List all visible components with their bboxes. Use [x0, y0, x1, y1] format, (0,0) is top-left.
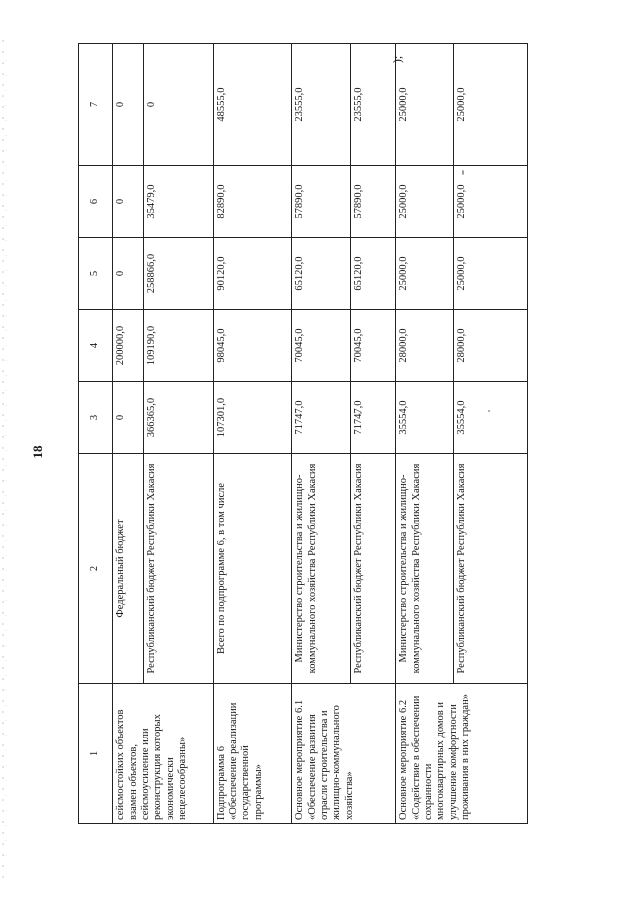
value-cell: 98045,0 [213, 310, 292, 382]
column-header: 5 [79, 238, 113, 310]
value-cell: 65120,0 [292, 238, 350, 310]
budget-table [78, 43, 528, 824]
value-cell: 35479,0 [143, 166, 213, 238]
value-cell: 25000,0 [454, 166, 528, 238]
value-cell: 28000,0 [396, 310, 454, 382]
program-name-cell: Основное мероприятие 6.1 «Обеспечение развития отрасли строительства и жилищно-коммунального хозяйства» [292, 684, 396, 824]
program-name-cell: сейсмостойких объектов взамен объектов, сейсмоусиление или реконструкция которых экономически нецелесообразны» [113, 684, 213, 824]
funding-source-cell: Республиканский бюджет Республики Хакасия [454, 454, 528, 684]
rotated-table-container [78, 44, 528, 824]
value-cell: 25000,0 [454, 44, 528, 166]
value-cell: 0 [143, 44, 213, 166]
funding-source-cell: Министерство строительства и жилищно-коммунального хозяйства Республики Хакасия [396, 454, 454, 684]
value-cell: 25000,0 [396, 44, 454, 166]
funding-source-cell: Республиканский бюджет Республики Хакасия [350, 454, 396, 684]
page-number: 18 [30, 445, 45, 459]
value-cell: 90120,0 [213, 238, 292, 310]
value-cell: 23555,0 [292, 44, 350, 166]
value-cell: 0 [113, 382, 144, 454]
value-cell: 0 [113, 166, 144, 238]
value-cell: 35554,0 [396, 382, 454, 454]
column-header: 3 [79, 382, 113, 454]
value-cell: 0 [113, 44, 144, 166]
value-cell: 70045,0 [292, 310, 350, 382]
funding-source-cell: Министерство строительства и жилищно-коммунального хозяйства Республики Хакасия [292, 454, 350, 684]
funding-source-cell: Всего по подпрограмме 6, в том числе [213, 454, 292, 684]
value-cell: 57890,0 [292, 166, 350, 238]
value-cell: 82890,0 [213, 166, 292, 238]
program-name-cell: Основное мероприятие 6.2 «Содействие в обеспечении сохранности многоквартирных домов и улучшение комфортности проживания в них граждан» [396, 684, 528, 824]
table-row [396, 44, 454, 824]
column-header: 7 [79, 44, 113, 166]
column-header: 4 [79, 310, 113, 382]
table-row [113, 44, 144, 824]
value-cell: 0 [113, 238, 144, 310]
value-cell: 48555,0 [213, 44, 292, 166]
value-cell: 57890,0 [350, 166, 396, 238]
value-cell: 71747,0 [292, 382, 350, 454]
value-cell: 109190,0 [143, 310, 213, 382]
trailing-punctuation: ); [390, 55, 405, 64]
table-row [213, 44, 292, 824]
funding-source-cell: Федеральный бюджет [113, 454, 144, 684]
table-header-row [79, 44, 113, 824]
column-header: 6 [79, 166, 113, 238]
value-cell: 258866,0 [143, 238, 213, 310]
funding-source-cell: Республиканский бюджет Республики Хакасия [143, 454, 213, 684]
program-name-cell: Подпрограмма 6 «Обеспечение реализации государственной программы» [213, 684, 292, 824]
value-cell: 366365,0 [143, 382, 213, 454]
value-cell: 71747,0 [350, 382, 396, 454]
value-cell: 25000,0 [454, 238, 528, 310]
value-cell: 25000,0 [396, 166, 454, 238]
column-header: 2 [79, 454, 113, 684]
value-cell: 35554,0 [454, 382, 528, 454]
value-cell: 25000,0 [396, 238, 454, 310]
value-cell: 28000,0 [454, 310, 528, 382]
column-header: 1 [79, 684, 113, 824]
value-cell: 107301,0 [213, 382, 292, 454]
table-row [292, 44, 350, 824]
value-cell: 65120,0 [350, 238, 396, 310]
value-cell: 200000,0 [113, 310, 144, 382]
value-cell: 23555,0 [350, 44, 396, 166]
value-cell: 70045,0 [350, 310, 396, 382]
